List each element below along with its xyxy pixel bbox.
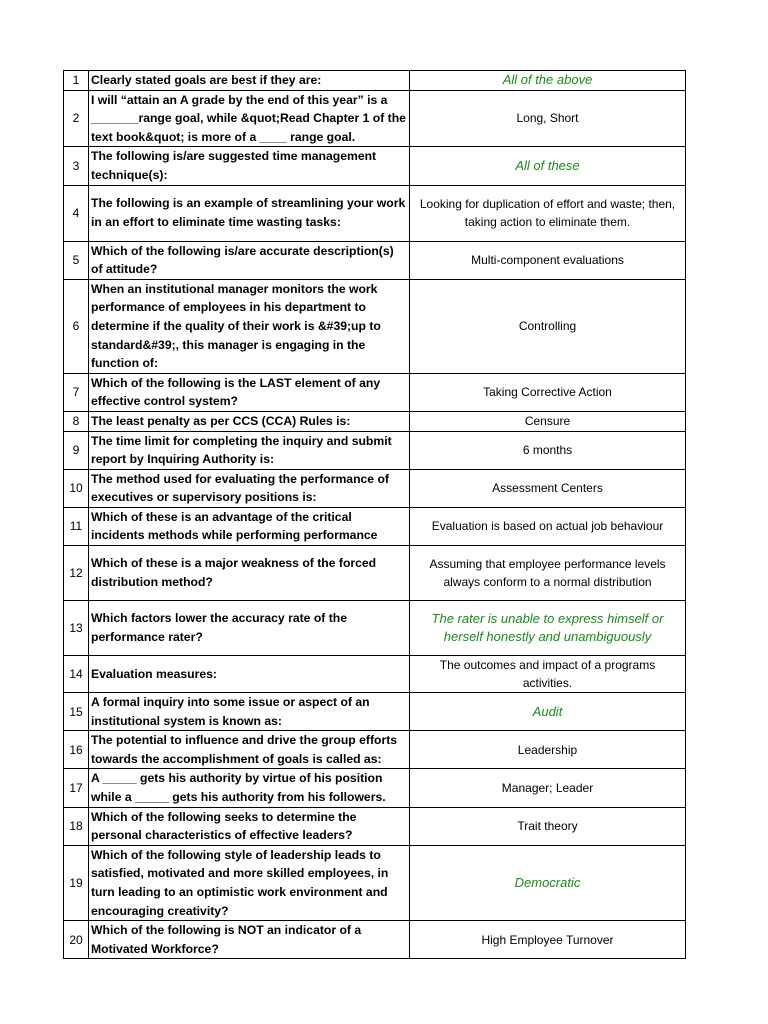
- row-number: 9: [64, 431, 89, 469]
- answer-cell: Looking for duplication of effort and waste; then, taking action to eliminate them.: [410, 185, 686, 241]
- answer-cell: Trait theory: [410, 807, 686, 845]
- table-row: [64, 921, 686, 959]
- row-number: 8: [64, 411, 89, 431]
- table-row: [64, 147, 686, 185]
- answer-cell: Taking Corrective Action: [410, 373, 686, 411]
- table-row: [64, 373, 686, 411]
- answer-cell: Leadership: [410, 731, 686, 769]
- question-cell: Which of the following seeks to determine the personal characteristics of effective leaders?: [89, 807, 410, 845]
- table-row: [64, 731, 686, 769]
- table-row: [64, 279, 686, 373]
- row-number: 11: [64, 507, 89, 545]
- table-row: [64, 601, 686, 656]
- table-row: [64, 845, 686, 920]
- question-cell: Clearly stated goals are best if they are:: [89, 71, 410, 91]
- table-row: [64, 469, 686, 507]
- question-cell: Which factors lower the accuracy rate of the performance rater?: [89, 601, 410, 656]
- table-row: [64, 807, 686, 845]
- row-number: 15: [64, 693, 89, 731]
- answer-cell: Controlling: [410, 279, 686, 373]
- table-row: [64, 241, 686, 279]
- question-cell: The following is/are suggested time management technique(s):: [89, 147, 410, 185]
- question-cell: The method used for evaluating the performance of executives or supervisory positions is:: [89, 469, 410, 507]
- question-cell: Evaluation measures:: [89, 656, 410, 693]
- table-row: [64, 769, 686, 807]
- answer-cell: Censure: [410, 411, 686, 431]
- answer-cell: All of the above: [410, 71, 686, 91]
- table-row: [64, 656, 686, 693]
- table-row: [64, 90, 686, 147]
- row-number: 6: [64, 279, 89, 373]
- row-number: 18: [64, 807, 89, 845]
- row-number: 3: [64, 147, 89, 185]
- row-number: 7: [64, 373, 89, 411]
- row-number: 12: [64, 546, 89, 601]
- question-cell: A formal inquiry into some issue or aspect of an institutional system is known as:: [89, 693, 410, 731]
- answer-cell: All of these: [410, 147, 686, 185]
- row-number: 1: [64, 71, 89, 91]
- answer-cell: The rater is unable to express himself or herself honestly and unambiguously: [410, 601, 686, 656]
- row-number: 4: [64, 185, 89, 241]
- row-number: 17: [64, 769, 89, 807]
- question-cell: Which of these is a major weakness of the forced distribution method?: [89, 546, 410, 601]
- question-cell: The time limit for completing the inquiry and submit report by Inquiring Authority is:: [89, 431, 410, 469]
- question-cell: When an institutional manager monitors the work performance of employees in his department to determine if the quality of their work is &#39;up to standard&#39;, this manager is engaging in the function of:: [89, 279, 410, 373]
- question-cell: The following is an example of streamlining your work in an effort to eliminate time wasting tasks:: [89, 185, 410, 241]
- table-body: [64, 71, 686, 959]
- row-number: 5: [64, 241, 89, 279]
- quiz-answer-table: [63, 70, 686, 959]
- row-number: 16: [64, 731, 89, 769]
- question-cell: Which of the following is/are accurate description(s) of attitude?: [89, 241, 410, 279]
- answer-cell: Multi-component evaluations: [410, 241, 686, 279]
- answer-cell: The outcomes and impact of a programs activities.: [410, 656, 686, 693]
- answer-cell: Evaluation is based on actual job behaviour: [410, 507, 686, 545]
- row-number: 10: [64, 469, 89, 507]
- answer-cell: Democratic: [410, 845, 686, 920]
- table-row: [64, 507, 686, 545]
- answer-cell: High Employee Turnover: [410, 921, 686, 959]
- answer-cell: Assessment Centers: [410, 469, 686, 507]
- table-row: [64, 71, 686, 91]
- table-row: [64, 185, 686, 241]
- question-cell: The potential to influence and drive the group efforts towards the accomplishment of goals is called as:: [89, 731, 410, 769]
- table-row: [64, 431, 686, 469]
- row-number: 20: [64, 921, 89, 959]
- row-number: 19: [64, 845, 89, 920]
- question-cell: I will “attain an A grade by the end of this year” is a _______range goal, while &quot;Read Chapter 1 of the text book&quot; is more of a ____ range goal.: [89, 90, 410, 147]
- answer-cell: Long, Short: [410, 90, 686, 147]
- question-cell: Which of the following is the LAST element of any effective control system?: [89, 373, 410, 411]
- question-cell: Which of the following is NOT an indicator of a Motivated Workforce?: [89, 921, 410, 959]
- table-row: [64, 546, 686, 601]
- question-cell: Which of the following style of leadership leads to satisfied, motivated and more skilled employees, in turn leading to an optimistic work environment and encouraging creativity?: [89, 845, 410, 920]
- row-number: 2: [64, 90, 89, 147]
- row-number: 13: [64, 601, 89, 656]
- table-row: [64, 693, 686, 731]
- answer-cell: Manager; Leader: [410, 769, 686, 807]
- table-row: [64, 411, 686, 431]
- row-number: 14: [64, 656, 89, 693]
- answer-cell: Audit: [410, 693, 686, 731]
- answer-cell: 6 months: [410, 431, 686, 469]
- answer-cell: Assuming that employee performance levels always conform to a normal distribution: [410, 546, 686, 601]
- question-cell: Which of these is an advantage of the critical incidents methods while performing performance: [89, 507, 410, 545]
- question-cell: A _____ gets his authority by virtue of his position while a _____ gets his authority from his followers.: [89, 769, 410, 807]
- question-cell: The least penalty as per CCS (CCA) Rules is:: [89, 411, 410, 431]
